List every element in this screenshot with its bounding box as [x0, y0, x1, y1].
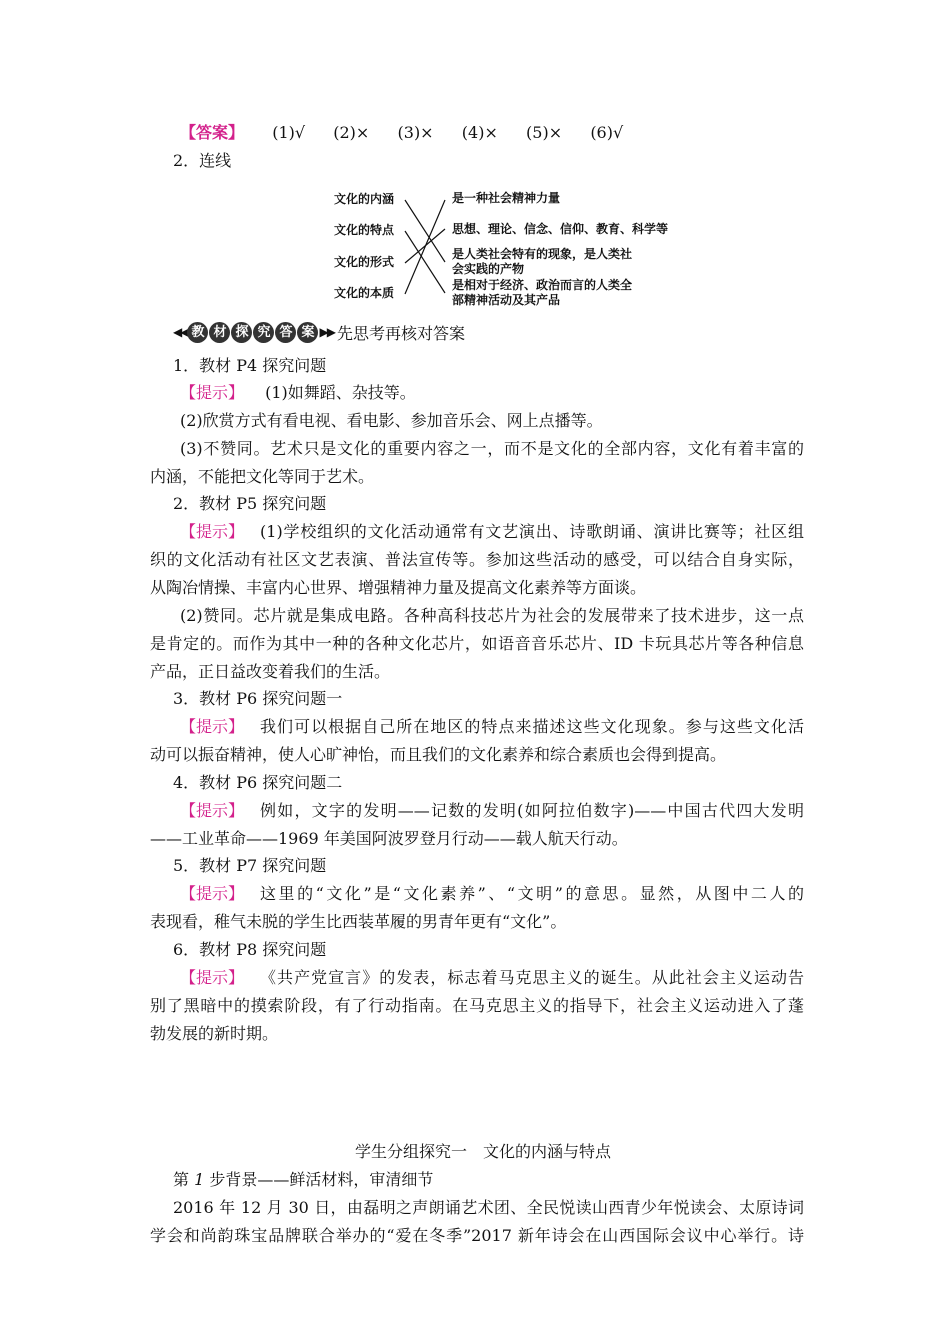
banner-right-arrows: ▶▶ [319, 325, 334, 339]
match-right-4b: 部精神活动及其产品 [452, 293, 561, 307]
sec5-title: 5．教材 P7 探究问题 [173, 856, 327, 875]
sec1-line-1: 【提示】 (1)如舞蹈、杂技等。 [180, 383, 416, 402]
sec2-line-5: 是肯定的。而作为其中一种的各种文化芯片，如语音音乐芯片、ID 卡玩具芯片等各种信息 [150, 634, 804, 653]
sec4-title: 4．教材 P6 探究问题二 [173, 773, 343, 792]
sec2-line-4: (2)赞同。芯片就是集成电路。各种高科技芯片为社会的发展带来了技术进步，这一点 [180, 606, 804, 625]
sec2-line-6: 产品，正日益改变着我们的生活。 [150, 662, 391, 681]
match-right-3a: 是人类社会特有的现象，是人类社 [452, 247, 633, 261]
answer-item: (2)× [333, 123, 370, 142]
banner-char: 答 [275, 322, 296, 343]
banner-char: 探 [231, 322, 252, 343]
hint-tag: 【提示】 [180, 383, 245, 402]
match-right-2: 思想、理论、信念、信仰、教育、科学等 [452, 222, 669, 236]
sec3-title: 3．教材 P6 探究问题一 [173, 689, 343, 708]
match-left-1: 文化的内涵 [334, 192, 395, 206]
hint-tag: 【提示】 [180, 522, 245, 541]
sec6-line-2: 别了黑暗中的摸索阶段，有了行动指南。在马克思主义的指导下，社会主义运动进入了蓬 [150, 996, 804, 1015]
sec2-title: 2．教材 P5 探究问题 [173, 494, 327, 513]
hint-tag: 【提示】 [180, 968, 245, 987]
sec6-line-3: 勃发展的新时期。 [150, 1024, 279, 1043]
sec6-title: 6．教材 P8 探究问题 [173, 940, 327, 959]
sec5-line-2: 表现看，稚气未脱的学生比西装革履的男青年更有“文化”。 [150, 912, 567, 931]
banner-text: 先思考再核对答案 [336, 323, 465, 343]
step-line: 第 1 步背景——鲜活材料，审清细节 [173, 1170, 434, 1189]
sec2-line-1: 【提示】 (1)学校组织的文化活动通常有文艺演出、诗歌朗诵、演讲比赛等；社区组 [180, 522, 804, 541]
sec4-line-2: ——工业革命——1969 年美国阿波罗登月行动——载人航天行动。 [150, 829, 628, 848]
banner-char: 教 [187, 322, 208, 343]
sec2-line-3: 从陶冶情操、丰富内心世界、增强精神力量及提高文化素养等方面谈。 [150, 578, 647, 597]
step-number: 1 [194, 1170, 205, 1189]
matching-diagram [330, 185, 670, 310]
banner-char: 究 [253, 322, 274, 343]
match-left-2: 文化的特点 [334, 223, 395, 237]
group-heading: 学生分组探究一 文化的内涵与特点 [355, 1142, 612, 1161]
hint-tag: 【提示】 [180, 801, 245, 820]
sec1-line-3: (3)不赞同。艺术只是文化的重要内容之一，而不是文化的全部内容，文化有着丰富的 [180, 439, 804, 458]
answer-tag: 【答案】 [180, 123, 245, 142]
answer-row [180, 122, 623, 144]
banner-char: 材 [209, 322, 230, 343]
match-right-4a: 是相对于经济、政治而言的人类全 [452, 278, 633, 292]
sec1-line-2: (2)欣赏方式有看电视、看电影、参加音乐会、网上点播等。 [180, 411, 603, 430]
sec3-line-1: 【提示】 我们可以根据自己所在地区的特点来描述这些文化现象。参与这些文化活 [180, 717, 804, 736]
matching-title: 2．连线 [173, 151, 232, 170]
group-para-line-2: 学会和尚韵珠宝品牌联合举办的“爱在冬季”2017 新年诗会在山西国际会议中心举行。诗 [150, 1226, 804, 1245]
match-left-3: 文化的形式 [334, 255, 395, 269]
hint-tag: 【提示】 [180, 884, 245, 903]
sec4-line-1: 【提示】 例如，文字的发明——记数的发明(如阿拉伯数字)——中国古代四大发明 [180, 801, 804, 820]
banner-left-arrows: ◀◀ [173, 325, 188, 339]
sec5-line-1: 【提示】 这里的“文化”是“文化素养”、“文明”的意思。显然，从图中二人的 [180, 884, 804, 903]
match-line [405, 200, 445, 294]
answer-item: (6)√ [590, 123, 624, 142]
sec6-line-1: 【提示】 《共产党宣言》的发表，标志着马克思主义的诞生。从此社会主义运动告 [180, 968, 804, 987]
match-right-3b: 会实践的产物 [452, 262, 525, 276]
section-banner [173, 320, 465, 344]
match-line [405, 231, 445, 293]
match-left-4: 文化的本质 [334, 286, 395, 300]
sec1-line-4: 内涵，不能把文化等同于艺术。 [150, 467, 375, 486]
answer-item: (4)× [461, 123, 498, 142]
banner-char: 案 [297, 322, 318, 343]
answer-item: (3)× [397, 123, 434, 142]
sec1-title: 1．教材 P4 探究问题 [173, 356, 327, 375]
answer-item: (5)× [526, 123, 563, 142]
group-para-line-1: 2016 年 12 月 30 日，由磊明之声朗诵艺术团、全民悦读山西青少年悦读会、太原诗词 [173, 1198, 804, 1217]
answer-item: (1)√ [272, 123, 306, 142]
match-right-1: 是一种社会精神力量 [452, 191, 561, 205]
sec2-line-2: 织的文化活动有社区文艺表演、普法宣传等。参加这些活动的感受，可以结合自身实际， [150, 550, 804, 569]
hint-tag: 【提示】 [180, 717, 245, 736]
match-line [405, 200, 445, 262]
sec3-line-2: 动可以振奋精神，使人心旷神怡，而且我们的文化素养和综合素质也会得到提高。 [150, 745, 727, 764]
